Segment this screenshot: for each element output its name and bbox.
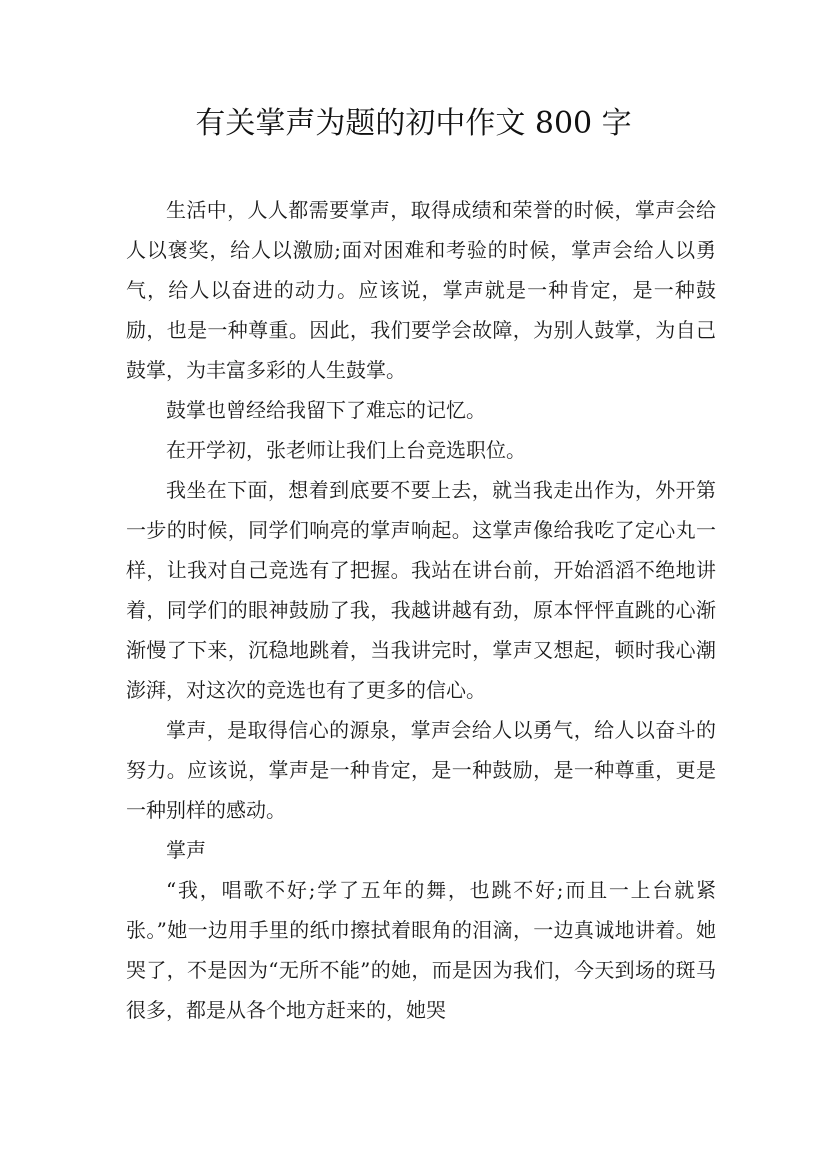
paragraph-2: 鼓掌也曾经给我留下了难忘的记忆。 — [166, 398, 486, 422]
paragraph-5: 掌声，是取得信心的源泉，掌声会给人以勇气，给人以奋斗的努力。应该说，掌声是一种肯定，是一种鼓励，是一种尊重，更是一种别样的感动。 — [126, 718, 716, 822]
paragraph-7: “我，唱歌不好;学了五年的舞，也跳不好;而且一上台就紧张。”她一边用手里的纸巾擦拭着眼角的泪滴，一边真诚地讲着。她哭了，不是因为“无所不能”的她，而是因为我们，今天到场的斑马很多，都是从各个地方赶来的，她哭 — [126, 878, 716, 1022]
paragraph-4: 我坐在下面，想着到底要不要上去，就当我走出作为，外开第一步的时候，同学们响亮的掌声响起。这掌声像给我吃了定心丸一样，让我对自己竞选有了把握。我站在讲台前，开始滔滔不绝地讲着，同学们的眼神鼓励了我，我越讲越有劲，原本怦怦直跳的心渐渐慢了下来，沉稳地跳着，当我讲完时，掌声又想起，顿时我心潮澎湃，对这次的竞选也有了更多的信心。 — [126, 478, 716, 702]
paragraph-6: 掌声 — [166, 838, 206, 862]
paragraph-1: 生活中，人人都需要掌声，取得成绩和荣誉的时候，掌声会给人以褒奖，给人以激励;面对困难和考验的时候，掌声会给人以勇气，给人以奋进的动力。应该说，掌声就是一种肯定，是一种鼓励，也是一种尊重。因此，我们要学会故障，为别人鼓掌，为自己鼓掌，为丰富多彩的人生鼓掌。 — [126, 198, 716, 382]
document-body — [126, 190, 716, 1030]
document-title: 有关掌声为题的初中作文 800 字 — [195, 106, 632, 141]
paragraph-3: 在开学初，张老师让我们上台竞选职位。 — [166, 438, 526, 462]
